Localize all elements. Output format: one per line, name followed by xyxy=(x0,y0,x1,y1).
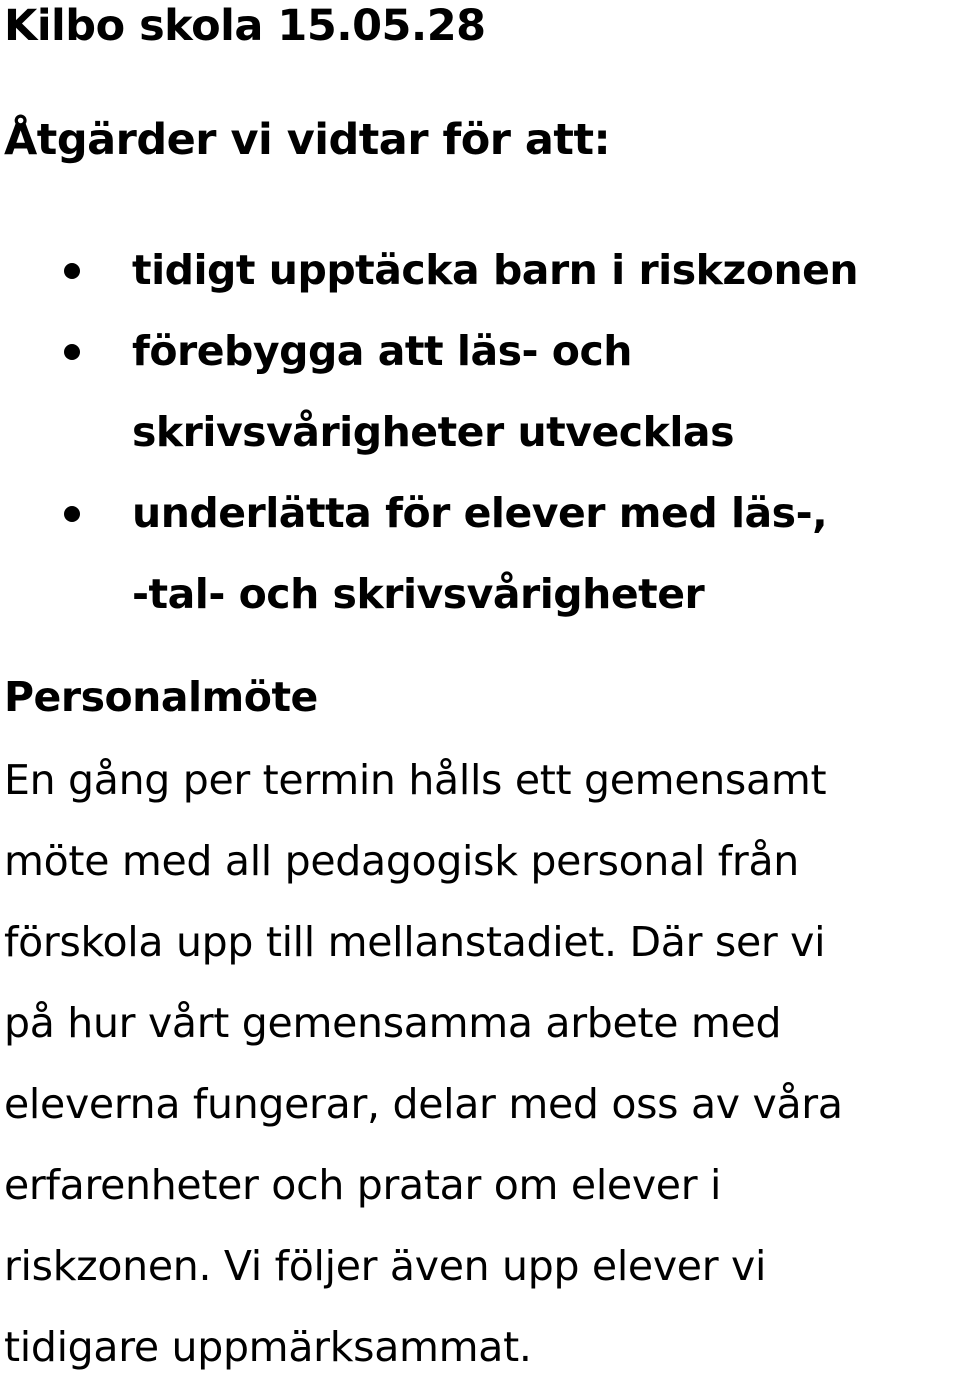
list-item xyxy=(0,230,960,311)
list-item xyxy=(0,311,960,473)
paragraph-line: eleverna fungerar, delar med oss av våra xyxy=(4,1080,843,1128)
paragraph-line: En gång per termin hålls ett gemensamt xyxy=(4,756,827,804)
bullet-dot-icon xyxy=(64,344,80,360)
list-item-line: förebygga att läs- och xyxy=(132,327,632,375)
paragraph-line: tidigare uppmärksammat. xyxy=(4,1323,532,1371)
paragraph-line: på hur vårt gemensamma arbete med xyxy=(4,999,782,1047)
paragraph-line: förskola upp till mellanstadiet. Där ser vi xyxy=(4,918,826,966)
measures-heading: Åtgärder vi vidtar för att: xyxy=(4,115,611,165)
paragraph-line: möte med all pedagogisk personal från xyxy=(4,837,799,885)
list-item-line: underlätta för elever med läs-, xyxy=(132,489,828,537)
list-item-line: tidigt upptäcka barn i riskzonen xyxy=(132,246,859,294)
paragraph-line: riskzonen. Vi följer även upp elever vi xyxy=(4,1242,767,1290)
bullet-dot-icon xyxy=(64,263,80,279)
staff-meeting-heading: Personalmöte xyxy=(4,673,318,721)
list-item-line: -tal- och skrivsvårigheter xyxy=(132,570,705,618)
document-title: Kilbo skola 15.05.28 xyxy=(4,1,486,51)
list-item xyxy=(0,473,960,635)
measures-list xyxy=(0,230,960,635)
staff-meeting-paragraph xyxy=(4,740,960,1388)
list-item-line: skrivsvårigheter utvecklas xyxy=(132,408,734,456)
bullet-dot-icon xyxy=(64,506,80,522)
paragraph-line: erfarenheter och pratar om elever i xyxy=(4,1161,722,1209)
